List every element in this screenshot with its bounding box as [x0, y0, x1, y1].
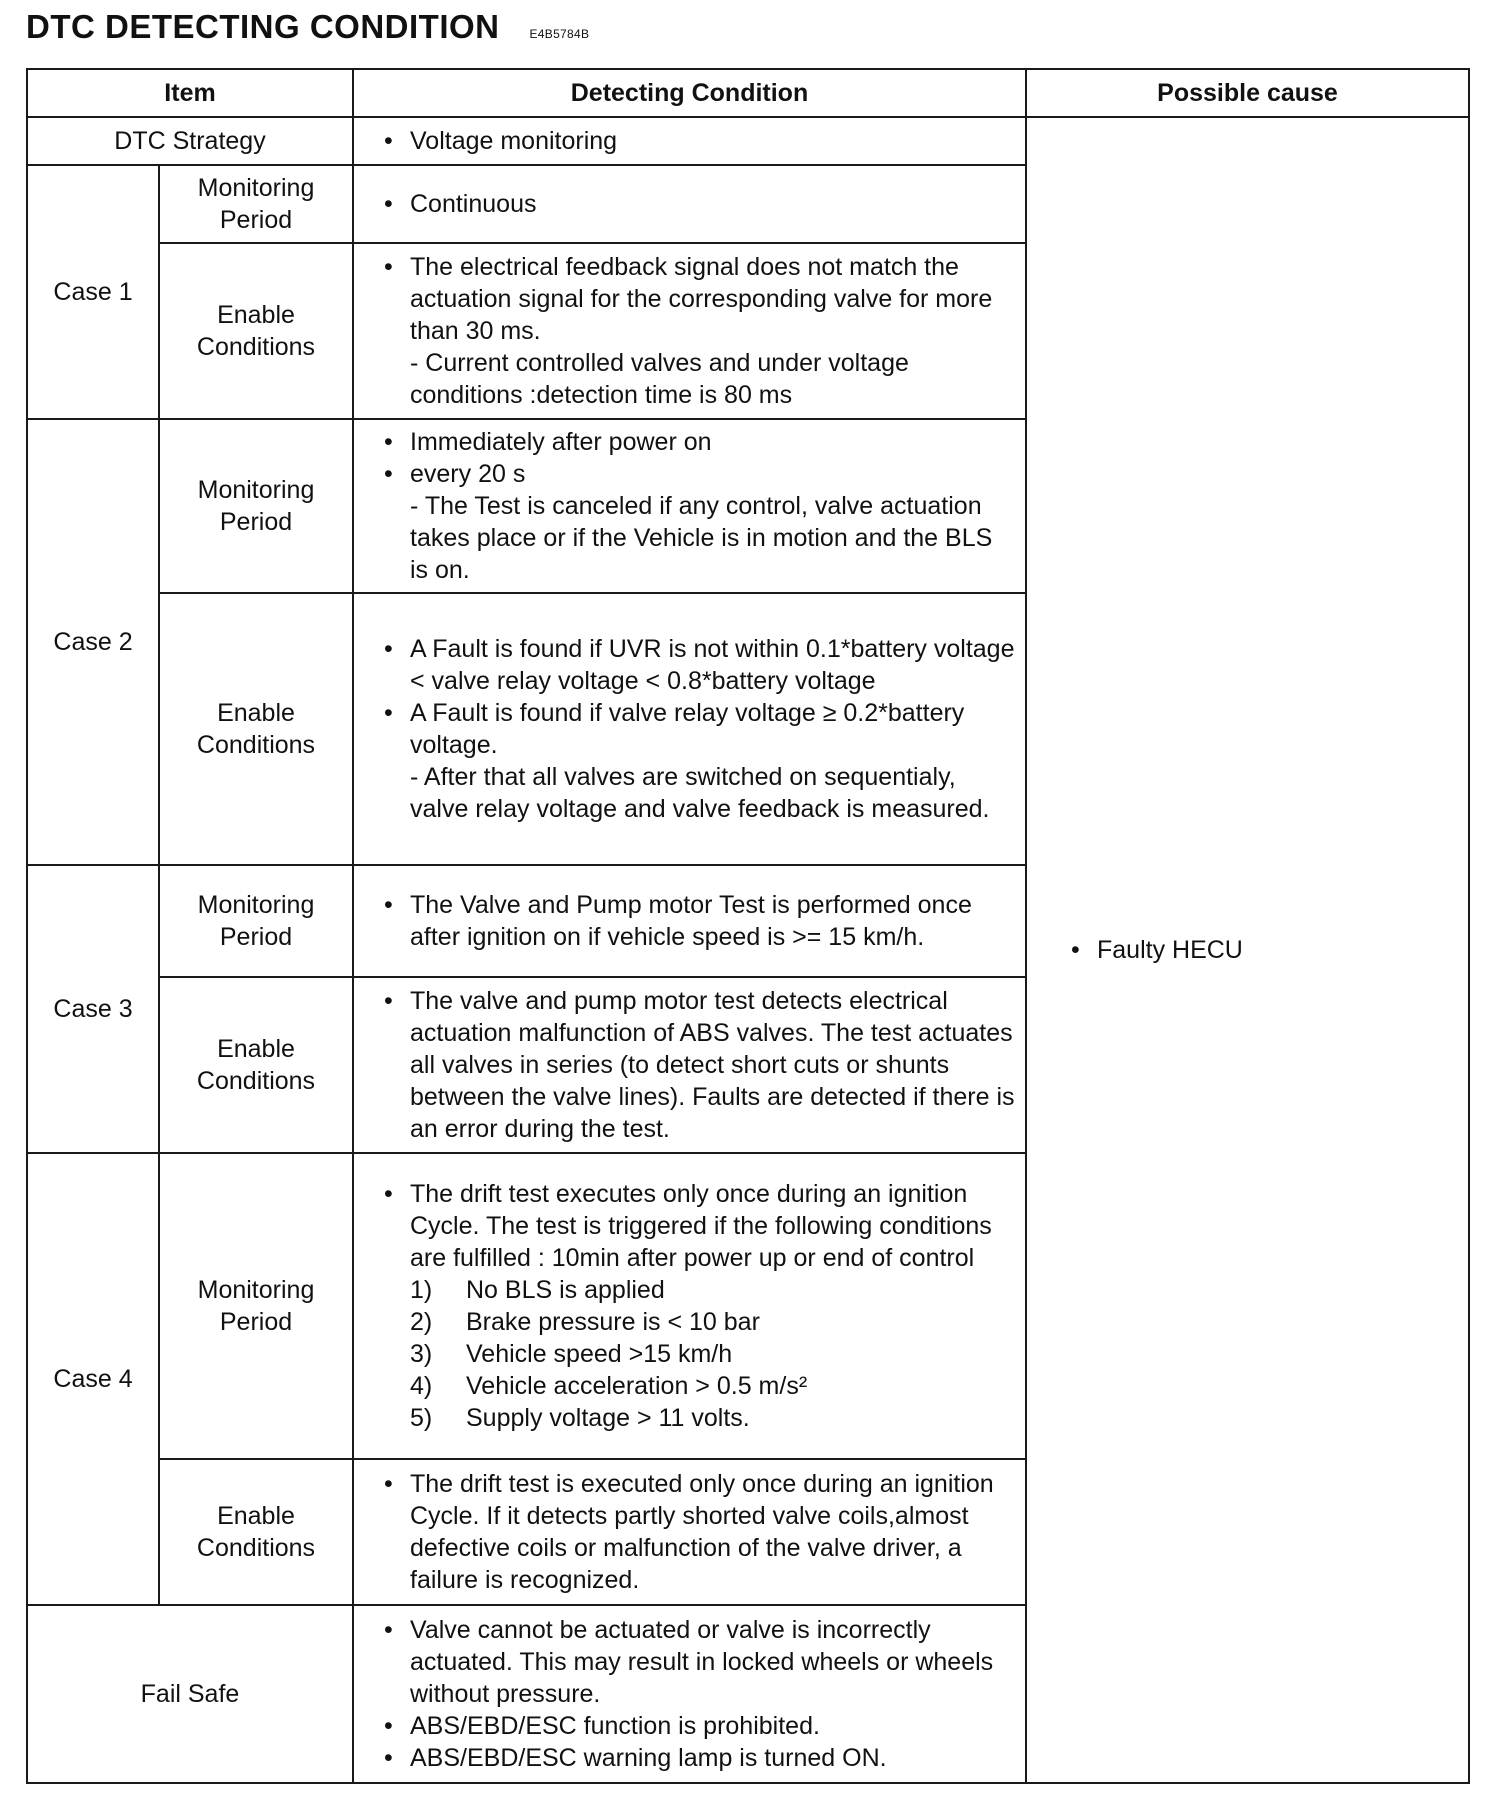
header-item: Item [27, 69, 353, 117]
bullet-text: The drift test executes only once during an ignition Cycle. The test is triggered if the following conditions are fulfilled : 10min after power up or end of control [410, 1180, 992, 1272]
bullet-item [380, 251, 1015, 411]
case-1-enable-label: Enable Conditions [159, 243, 353, 419]
case-4-label: Case 4 [27, 1153, 159, 1605]
case-3-monitoring-condition [353, 865, 1026, 977]
possible-cause-cell [1026, 117, 1469, 1783]
case-1-enable-condition [353, 243, 1026, 419]
bullet-item [380, 1178, 1015, 1434]
bullet-text: A Fault is found if valve relay voltage ≥ 0.2*battery voltage. [410, 699, 965, 759]
case-3-enable-condition [353, 977, 1026, 1153]
list-text: Supply voltage > 11 volts. [466, 1404, 750, 1432]
list-item [410, 1306, 1015, 1338]
list-item [410, 1402, 1015, 1434]
list-number: 3) [410, 1340, 433, 1368]
case-1-monitoring-label: Monitoring Period [159, 165, 353, 243]
bullet-item: • Voltage monitoring [380, 125, 1015, 157]
list-number: 1) [410, 1276, 433, 1304]
fail-safe-label: Fail Safe [27, 1605, 353, 1783]
case-3-monitoring-label: Monitoring Period [159, 865, 353, 977]
dtc-strategy-condition [353, 117, 1026, 165]
case-1-label: Case 1 [27, 165, 159, 419]
case-2-label: Case 2 [27, 419, 159, 865]
list-number: 2) [410, 1308, 433, 1336]
bullet-item: • Continuous [380, 188, 1015, 220]
case-2-monitoring-label: Monitoring Period [159, 419, 353, 593]
table-header-row [27, 69, 1469, 117]
case-3-label: Case 3 [27, 865, 159, 1153]
case-2-monitoring-condition [353, 419, 1026, 593]
bullet-item: • The valve and pump motor test detects electrical actuation malfunction of ABS valves. The test actuates all valves in series (to detect short cuts or shunts between the valve lines). Faults are detected if there is an error during the test. [380, 985, 1015, 1145]
sub-note: - After that all valves are switched on sequentialy, valve relay voltage and valve feedback is measured. [410, 763, 990, 823]
bullet-item: • The Valve and Pump motor Test is performed once after ignition on if vehicle speed is >= 15 km/h. [380, 889, 1015, 953]
case-2-enable-condition [353, 593, 1026, 865]
list-text: No BLS is applied [466, 1276, 665, 1304]
bullet-text: The electrical feedback signal does not match the actuation signal for the corresponding valve for more than 30 ms. [410, 253, 993, 345]
case-1-monitoring-condition [353, 165, 1026, 243]
list-text: Vehicle acceleration > 0.5 m/s² [466, 1372, 808, 1400]
bullet-item: • A Fault is found if UVR is not within 0.1*battery voltage < valve relay voltage < 0.8*battery voltage [380, 633, 1015, 697]
case-4-monitoring-label: Monitoring Period [159, 1153, 353, 1459]
header-possible-cause: Possible cause [1026, 69, 1469, 117]
header-detecting-condition: Detecting Condition [353, 69, 1026, 117]
bullet-item: • Immediately after power on [380, 426, 1015, 458]
page-header [26, 8, 589, 46]
dtc-condition-table [26, 68, 1470, 1784]
table-row [27, 117, 1469, 165]
bullet-item [380, 458, 1015, 586]
list-text: Vehicle speed >15 km/h [466, 1340, 733, 1368]
list-number: 4) [410, 1372, 433, 1400]
numbered-list [410, 1274, 1015, 1434]
dtc-strategy-label: DTC Strategy [27, 117, 353, 165]
sub-note: - The Test is canceled if any control, valve actuation takes place or if the Vehicle is in motion and the BLS is on. [410, 492, 993, 584]
bullet-item: • ABS/EBD/ESC function is prohibited. [380, 1710, 1015, 1742]
bullet-item: • Valve cannot be actuated or valve is incorrectly actuated. This may result in locked wheels or wheels without pressure. [380, 1614, 1015, 1710]
possible-cause-text: • Faulty HECU [1067, 934, 1468, 966]
page-title: DTC DETECTING CONDITION [26, 8, 500, 45]
case-4-monitoring-condition [353, 1153, 1026, 1459]
bullet-item [380, 697, 1015, 825]
document-code: E4B5784B [529, 27, 590, 41]
list-number: 5) [410, 1404, 433, 1432]
case-3-enable-label: Enable Conditions [159, 977, 353, 1153]
list-text: Brake pressure is < 10 bar [466, 1308, 760, 1336]
list-item [410, 1338, 1015, 1370]
list-item [410, 1274, 1015, 1306]
fail-safe-condition [353, 1605, 1026, 1783]
bullet-item: • The drift test is executed only once during an ignition Cycle. If it detects partly shorted valve coils,almost defective coils or malfunction of the valve driver, a failure is recognized. [380, 1468, 1015, 1596]
list-item [410, 1370, 1015, 1402]
case-4-enable-label: Enable Conditions [159, 1459, 353, 1605]
sub-note: - Current controlled valves and under voltage conditions :detection time is 80 ms [410, 349, 909, 409]
bullet-item: • ABS/EBD/ESC warning lamp is turned ON. [380, 1742, 1015, 1774]
case-4-enable-condition [353, 1459, 1026, 1605]
case-2-enable-label: Enable Conditions [159, 593, 353, 865]
bullet-text: every 20 s [410, 460, 526, 488]
